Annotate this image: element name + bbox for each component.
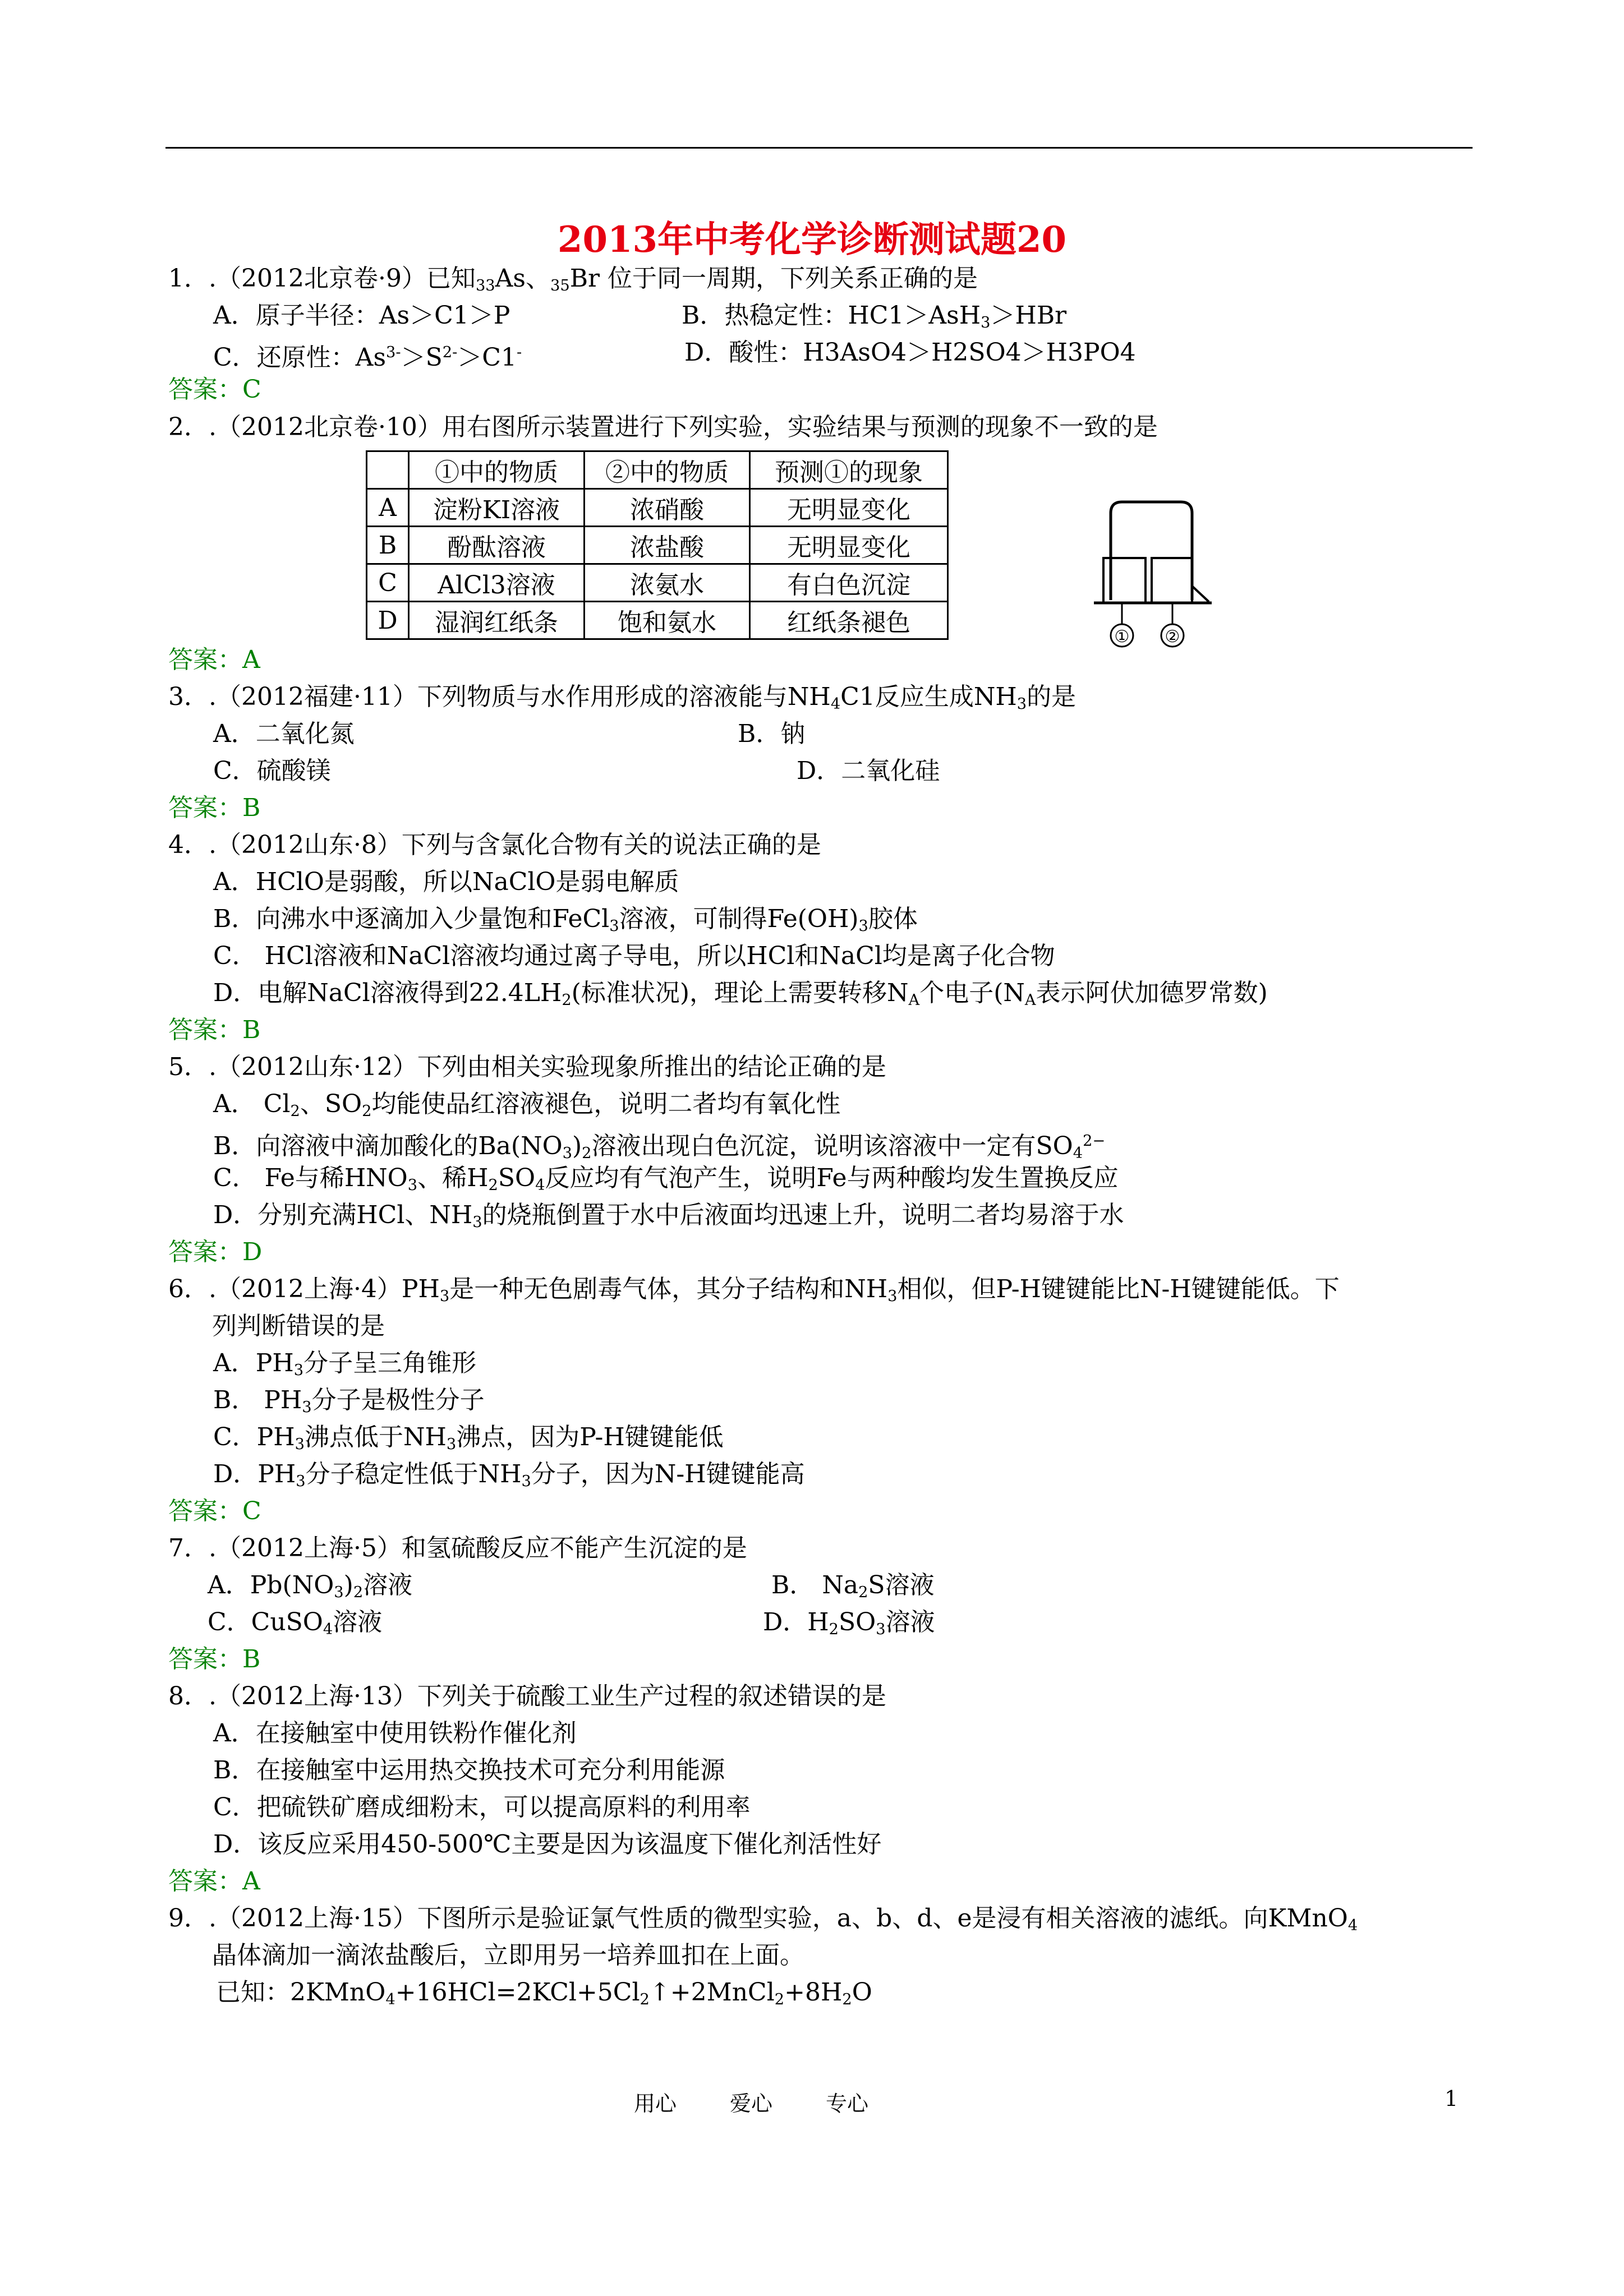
q8-answer: 答案：A <box>168 1867 260 1896</box>
q5-stem: 5．.（2012山东·12）下列由相关实验现象所推出的结论正确的是 <box>168 1053 886 1081</box>
q6-option-b: B． $PH_3$分子是极性分子 <box>213 1386 485 1416</box>
q8-option-c: C．把硫铁矿磨成细粉末，可以提高原料的利用率 <box>213 1793 751 1822</box>
q1-stem: 1．.（2012北京卷·9）已知$_{33}$As、$_{35}$Br 位于同一周期，下列关系正确的是 <box>168 264 978 294</box>
table-cell: D <box>367 602 409 639</box>
table-row <box>367 564 948 602</box>
q3-stem: 3．.（2012福建·11）下列物质与水作用形成的溶液能与$NH_4C1$反应生成$NH_3$的是 <box>168 683 1076 713</box>
q3-option-c: C．硫酸镁 <box>213 757 331 785</box>
table-row <box>367 527 948 564</box>
table-cell: A <box>367 489 409 527</box>
q8-stem: 8．.（2012上海·13）下列关于硫酸工业生产过程的叙述错误的是 <box>168 1682 886 1711</box>
table-cell: ②中的物质 <box>585 451 750 489</box>
q4-option-b: B．向沸水中逐滴加入少量饱和FeCl$_3$溶液，可制得$Fe(OH)_3$胶体 <box>213 905 918 935</box>
table-cell: 无明显变化 <box>750 489 948 527</box>
table-cell: 无明显变化 <box>750 527 948 564</box>
q2-answer: 答案：A <box>168 646 260 674</box>
q7-option-a: A．$Pb(NO_3)_2$溶液 <box>208 1571 413 1601</box>
q5-answer: 答案：D <box>168 1238 263 1266</box>
q7-option-d: D．$H_2SO_3$溶液 <box>763 1608 935 1638</box>
footer-word: 爱心 <box>730 2091 773 2116</box>
figure-label-2: ② <box>1165 627 1180 647</box>
q8-option-a: A．在接触室中使用铁粉作催化剂 <box>213 1719 577 1748</box>
q4-option-c: C． HCl溶液和NaCl溶液均通过离子导电，所以HCl和NaCl均是离子化合物 <box>213 942 1055 970</box>
table-row <box>367 451 948 489</box>
table-cell: 饱和氨水 <box>585 602 750 639</box>
table-cell: 浓氨水 <box>585 564 750 602</box>
q1-answer: 答案：C <box>168 375 261 404</box>
q8-option-b: B．在接触室中运用热交换技术可充分利用能源 <box>213 1756 725 1785</box>
q6-stem-continued: 列判断错误的是 <box>212 1312 385 1340</box>
q1-option-c: C．还原性：$As^{3-}>S^{2-}>C1^-$ <box>213 343 522 372</box>
q9-stem: 9．.（2012上海·15）下图所示是验证氯气性质的微型实验，a、b、d、e是浸有相关溶液的滤纸。向KMnO$_4$ <box>168 1904 1358 1934</box>
page-title: 2013年中考化学诊断测试题20 <box>557 219 1067 261</box>
footer-motto <box>634 2086 922 2117</box>
q6-option-c: C．$PH_3$沸点低于$NH_3$沸点，因为P-H键键能低 <box>213 1423 724 1453</box>
q3-answer: 答案：B <box>168 794 261 822</box>
table-cell: 预测①的现象 <box>750 451 948 489</box>
table-cell: 红纸条褪色 <box>750 602 948 639</box>
q7-option-b: B． $Na_2S$溶液 <box>771 1571 935 1601</box>
header-rule <box>165 147 1473 149</box>
q9-known-equation: 已知：$2KMnO_4+16HCl=2KCl+5Cl_2↑+2MnCl_2+8H_2O$ <box>216 1978 872 2008</box>
q7-option-c: C．CuSO$_4$溶液 <box>208 1608 383 1638</box>
table-cell: 淀粉KI溶液 <box>409 489 585 527</box>
q3-option-d: D．二氧化硅 <box>797 757 940 785</box>
q6-stem: 6．.（2012上海$\cdot 4)PH_3$是一种无色剧毒气体，其分子结构和$NH_3$相似，但P-H键键能比N-H键键能低。下 <box>168 1275 1340 1305</box>
table-cell: C <box>367 564 409 602</box>
q3-option-b: B．钠 <box>738 720 806 748</box>
q5-option-b: B．向溶液中滴加酸化的$Ba(NO_3)_2$溶液出现白色沉淀，说明该溶液中一定有$SO_4^{2-}$ <box>213 1132 1106 1162</box>
q2-table <box>366 450 949 640</box>
q4-option-a: A．HClO是弱酸，所以NaClO是弱电解质 <box>213 868 679 896</box>
table-cell: 浓盐酸 <box>585 527 750 564</box>
q1-option-d: D．酸性：H3AsO4＞H2SO4＞H3PO4 <box>684 338 1136 367</box>
table-cell: B <box>367 527 409 564</box>
q1-option-a: A．原子半径：As＞C1＞P <box>213 301 510 330</box>
q4-stem: 4．.（2012山东·8）下列与含氯化合物有关的说法正确的是 <box>168 831 821 859</box>
q9-stem-continued: 晶体滴加一滴浓盐酸后，立即用另一培养皿扣在上面。 <box>212 1941 804 1970</box>
q8-option-d: D．该反应采用450-500℃主要是因为该温度下催化剂活性好 <box>213 1830 882 1859</box>
table-cell: 浓硝酸 <box>585 489 750 527</box>
table-cell: 有白色沉淀 <box>750 564 948 602</box>
q5-option-d: D．分别充满HCl、$NH_3$的烧瓶倒置于水中后液面均迅速上升，说明二者均易溶于水 <box>213 1201 1124 1231</box>
table-cell: 湿润红纸条 <box>409 602 585 639</box>
q6-option-d: D．$PH_3$分子稳定性低于$NH_3$分子，因为N-H键键能高 <box>213 1460 805 1490</box>
table-row <box>367 489 948 527</box>
q4-answer: 答案：B <box>168 1016 261 1044</box>
table-cell: 酚酞溶液 <box>409 527 585 564</box>
q5-option-a: A． $Cl_2$、$SO_2$均能使品红溶液褪色，说明二者均有氧化性 <box>213 1090 841 1120</box>
q3-option-a: A．二氧化氮 <box>213 720 355 748</box>
q5-option-c: C． Fe与稀$HNO_3$、稀$H_2SO_4$反应均有气泡产生，说明Fe与两种酸均发生置换反应 <box>213 1164 1119 1194</box>
table-cell: AlCl3溶液 <box>409 564 585 602</box>
q6-answer: 答案：C <box>168 1497 261 1525</box>
q1-option-b: B．热稳定性：HC1＞AsH$_3$＞HBr <box>682 301 1067 331</box>
figure-label-1: ① <box>1114 627 1130 647</box>
table-row <box>367 602 948 639</box>
page-number: 1 <box>1444 2086 1459 2111</box>
footer-word: 用心 <box>634 2091 677 2116</box>
q2-stem: 2．.（2012北京卷·10）用右图所示装置进行下列实验，实验结果与预测的现象不一致的是 <box>168 413 1158 441</box>
apparatus-figure <box>1091 491 1226 653</box>
q7-answer: 答案：B <box>168 1645 261 1673</box>
footer-word: 专心 <box>826 2091 869 2116</box>
q7-stem: 7．.（2012上海·5）和氢硫酸反应不能产生沉淀的是 <box>168 1534 747 1562</box>
table-cell <box>367 451 409 489</box>
table-cell: ①中的物质 <box>409 451 585 489</box>
q4-option-d: D．电解NaCl溶液得到$22.4LH_2$(标准状况)，理论上需要转移$N_A$个电子($N_A$表示阿伏加德罗常数) <box>213 979 1268 1009</box>
q6-option-a: A．$PH_3$分子呈三角锥形 <box>213 1349 477 1379</box>
